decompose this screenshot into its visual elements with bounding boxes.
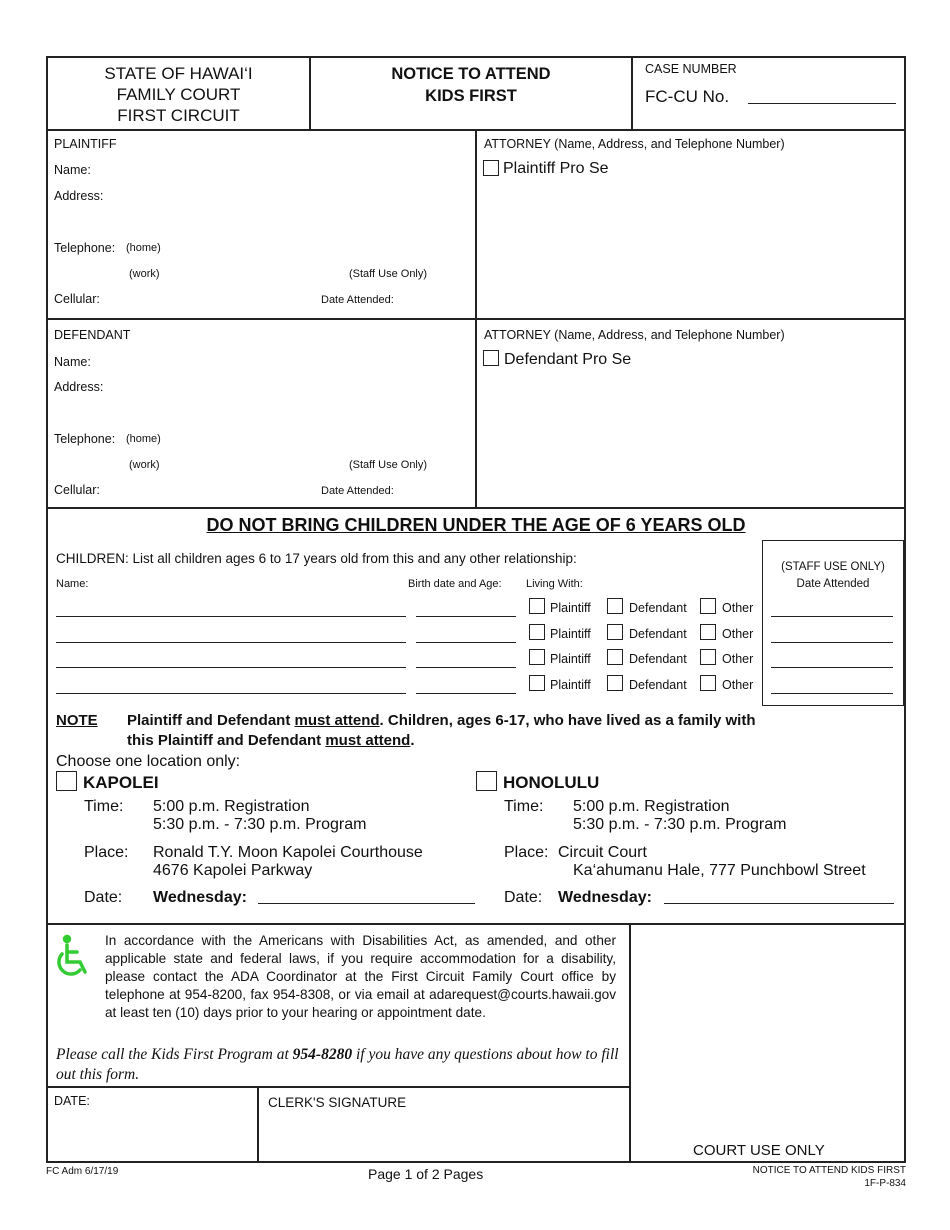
title-line: KIDS FIRST	[425, 87, 517, 105]
note-text-part: Plaintiff and Defendant	[127, 712, 295, 729]
living-with-plaintiff-label: Plaintiff	[550, 678, 591, 692]
living-with-plaintiff-label: Plaintiff	[550, 652, 591, 666]
children-birth-header: Birth date and Age:	[408, 578, 502, 590]
living-with-defendant-checkbox[interactable]	[607, 675, 623, 691]
age-warning: DO NOT BRING CHILDREN UNDER THE AGE OF 6 YEARS OLD	[206, 515, 746, 535]
staff-date-attended-label: Date Attended	[796, 578, 870, 590]
registration-time: 5:00 p.m. Registration	[153, 798, 310, 815]
kids-first-phone: 954-8280	[292, 1046, 353, 1063]
location-kapolei-date-field[interactable]	[258, 903, 475, 904]
note-text-part: this Plaintiff and Defendant	[127, 732, 326, 749]
defendant-pro-se-label: Defendant Pro Se	[504, 351, 632, 368]
child-staff-date-field[interactable]	[771, 693, 893, 694]
living-with-other-label: Other	[722, 627, 754, 641]
living-with-other-checkbox[interactable]	[700, 624, 716, 640]
plaintiff-pro-se-checkbox[interactable]	[483, 160, 499, 176]
place-label: Place:	[84, 844, 129, 861]
location-honolulu-checkbox[interactable]	[476, 771, 497, 791]
date-field[interactable]	[48, 1110, 256, 1160]
living-with-plaintiff-label: Plaintiff	[550, 601, 591, 615]
living-with-other-checkbox[interactable]	[700, 598, 716, 614]
place-line: Ka‘ahumanu Hale, 777 Punchbowl Street	[573, 862, 866, 879]
plaintiff-cellular-label: Cellular:	[54, 292, 100, 306]
living-with-plaintiff-label: Plaintiff	[550, 627, 591, 641]
plaintiff-attorney-label: ATTORNEY (Name, Address, and Telephone Number)	[484, 137, 785, 151]
call-text: Please call the Kids First Program at	[56, 1046, 293, 1063]
plaintiff-work-label: (work)	[129, 268, 160, 280]
child-name-field[interactable]	[56, 616, 406, 617]
plaintiff-name-label: Name:	[54, 163, 91, 177]
program-time: 5:30 p.m. - 7:30 p.m. Program	[573, 816, 787, 833]
choose-location-label: Choose one location only:	[56, 753, 241, 770]
wednesday-label: Wednesday:	[558, 889, 652, 906]
living-with-defendant-checkbox[interactable]	[607, 649, 623, 665]
case-number-label: CASE NUMBER	[645, 62, 737, 76]
child-birth-field[interactable]	[416, 667, 516, 668]
living-with-other-label: Other	[722, 601, 754, 615]
form-id: FC Adm 6/17/19	[46, 1166, 119, 1177]
footer-code: 1F-P-834	[864, 1178, 906, 1189]
living-with-plaintiff-checkbox[interactable]	[529, 649, 545, 665]
children-living-header: Living With:	[526, 578, 583, 590]
note-label: NOTE	[56, 712, 98, 729]
defendant-work-label: (work)	[129, 459, 160, 471]
date-label: DATE:	[54, 1094, 90, 1108]
defendant-home-label: (home)	[126, 433, 161, 445]
location-kapolei-name: KAPOLEI	[83, 773, 159, 792]
call-text: if you have any questions about how to fill out this form.	[56, 1046, 619, 1083]
location-honolulu-date-field[interactable]	[664, 903, 894, 904]
plaintiff-home-label: (home)	[126, 242, 161, 254]
clerk-signature-label: CLERK'S SIGNATURE	[268, 1095, 407, 1110]
registration-time: 5:00 p.m. Registration	[573, 798, 730, 815]
time-label: Time:	[84, 798, 124, 815]
living-with-other-label: Other	[722, 678, 754, 692]
title-line: NOTICE TO ATTEND	[391, 65, 551, 83]
wednesday-label: Wednesday:	[153, 889, 247, 906]
living-with-defendant-label: Defendant	[629, 601, 687, 615]
court-use-only-label: COURT USE ONLY	[693, 1142, 825, 1159]
living-with-other-checkbox[interactable]	[700, 675, 716, 691]
child-name-field[interactable]	[56, 693, 406, 694]
place-label: Place:	[504, 844, 549, 861]
court-line: FIRST CIRCUIT	[117, 106, 240, 125]
location-kapolei-checkbox[interactable]	[56, 771, 77, 791]
form-title	[311, 63, 631, 107]
place-line: 4676 Kapolei Parkway	[153, 862, 313, 879]
defendant-attorney-label: ATTORNEY (Name, Address, and Telephone Number)	[484, 328, 785, 342]
date-label: Date:	[504, 889, 543, 906]
living-with-plaintiff-checkbox[interactable]	[529, 598, 545, 614]
living-with-defendant-label: Defendant	[629, 678, 687, 692]
living-with-plaintiff-checkbox[interactable]	[529, 675, 545, 691]
place-line: Circuit Court	[558, 844, 647, 861]
place-line: Ronald T.Y. Moon Kapolei Courthouse	[153, 844, 423, 861]
child-staff-date-field[interactable]	[771, 616, 893, 617]
note-emphasis: must attend	[294, 712, 380, 729]
defendant-address-label: Address:	[54, 380, 104, 394]
note-text-part: .	[410, 732, 415, 749]
living-with-defendant-label: Defendant	[629, 627, 687, 641]
living-with-other-checkbox[interactable]	[700, 649, 716, 665]
living-with-defendant-checkbox[interactable]	[607, 598, 623, 614]
plaintiff-staff-label: (Staff Use Only)	[349, 268, 428, 280]
defendant-telephone-label: Telephone:	[54, 432, 116, 446]
child-birth-field[interactable]	[416, 616, 516, 617]
program-time: 5:30 p.m. - 7:30 p.m. Program	[153, 816, 367, 833]
defendant-cellular-label: Cellular:	[54, 483, 100, 497]
note-text	[127, 711, 887, 751]
plaintiff-date-attended-label: Date Attended:	[321, 294, 394, 306]
child-name-field[interactable]	[56, 642, 406, 643]
living-with-other-label: Other	[722, 652, 754, 666]
defendant-date-attended-label: Date Attended:	[321, 485, 394, 497]
ada-notice: In accordance with the Americans with Disabilities Act, as amended, and other applicable state and federal laws, if you require accommodation for a disability, please contact the ADA Coordinator at the First Circuit Family Court office by telephone at 954-8200, fax 954-8308, or via email at adarequest@courts.hawaii.gov at least ten (10) days prior to your hearing or appointment date.	[105, 933, 616, 1020]
clerk-signature-field[interactable]	[260, 1112, 628, 1160]
children-name-header: Name:	[56, 578, 89, 590]
note-text-part: . Children, ages 6-17, who have lived as a family with	[379, 712, 756, 729]
living-with-defendant-label: Defendant	[629, 652, 687, 666]
kids-first-call	[56, 1045, 621, 1085]
living-with-defendant-checkbox[interactable]	[607, 624, 623, 640]
date-label: Date:	[84, 889, 123, 906]
court-line: FAMILY COURT	[116, 85, 241, 104]
wheelchair-icon	[52, 934, 94, 980]
court-name	[48, 63, 309, 126]
staff-use-label: (STAFF USE ONLY)	[781, 561, 885, 573]
child-birth-field[interactable]	[416, 642, 516, 643]
defendant-staff-label: (Staff Use Only)	[349, 459, 428, 471]
plaintiff-pro-se-label: Plaintiff Pro Se	[503, 160, 609, 177]
plaintiff-address-label: Address:	[54, 189, 104, 203]
plaintiff-heading: PLAINTIFF	[54, 137, 117, 151]
child-staff-date-field[interactable]	[771, 667, 893, 668]
case-number-field[interactable]	[748, 103, 896, 104]
footer-title: NOTICE TO ATTEND KIDS FIRST	[752, 1165, 906, 1176]
defendant-pro-se-checkbox[interactable]	[483, 350, 499, 366]
child-name-field[interactable]	[56, 667, 406, 668]
child-birth-field[interactable]	[416, 693, 516, 694]
location-honolulu-name: HONOLULU	[503, 773, 600, 792]
time-label: Time:	[504, 798, 544, 815]
case-prefix: FC-CU No.	[645, 87, 730, 106]
plaintiff-telephone-label: Telephone:	[54, 241, 116, 255]
children-instruction: CHILDREN: List all children ages 6 to 17 years old from this and any other relationship:	[56, 551, 577, 566]
defendant-name-label: Name:	[54, 355, 91, 369]
court-line: STATE OF HAWAI‘I	[104, 64, 253, 83]
note-emphasis: must attend	[325, 732, 411, 749]
living-with-plaintiff-checkbox[interactable]	[529, 624, 545, 640]
page-number: Page 1 of 2 Pages	[368, 1166, 484, 1182]
defendant-heading: DEFENDANT	[54, 328, 131, 342]
child-staff-date-field[interactable]	[771, 642, 893, 643]
